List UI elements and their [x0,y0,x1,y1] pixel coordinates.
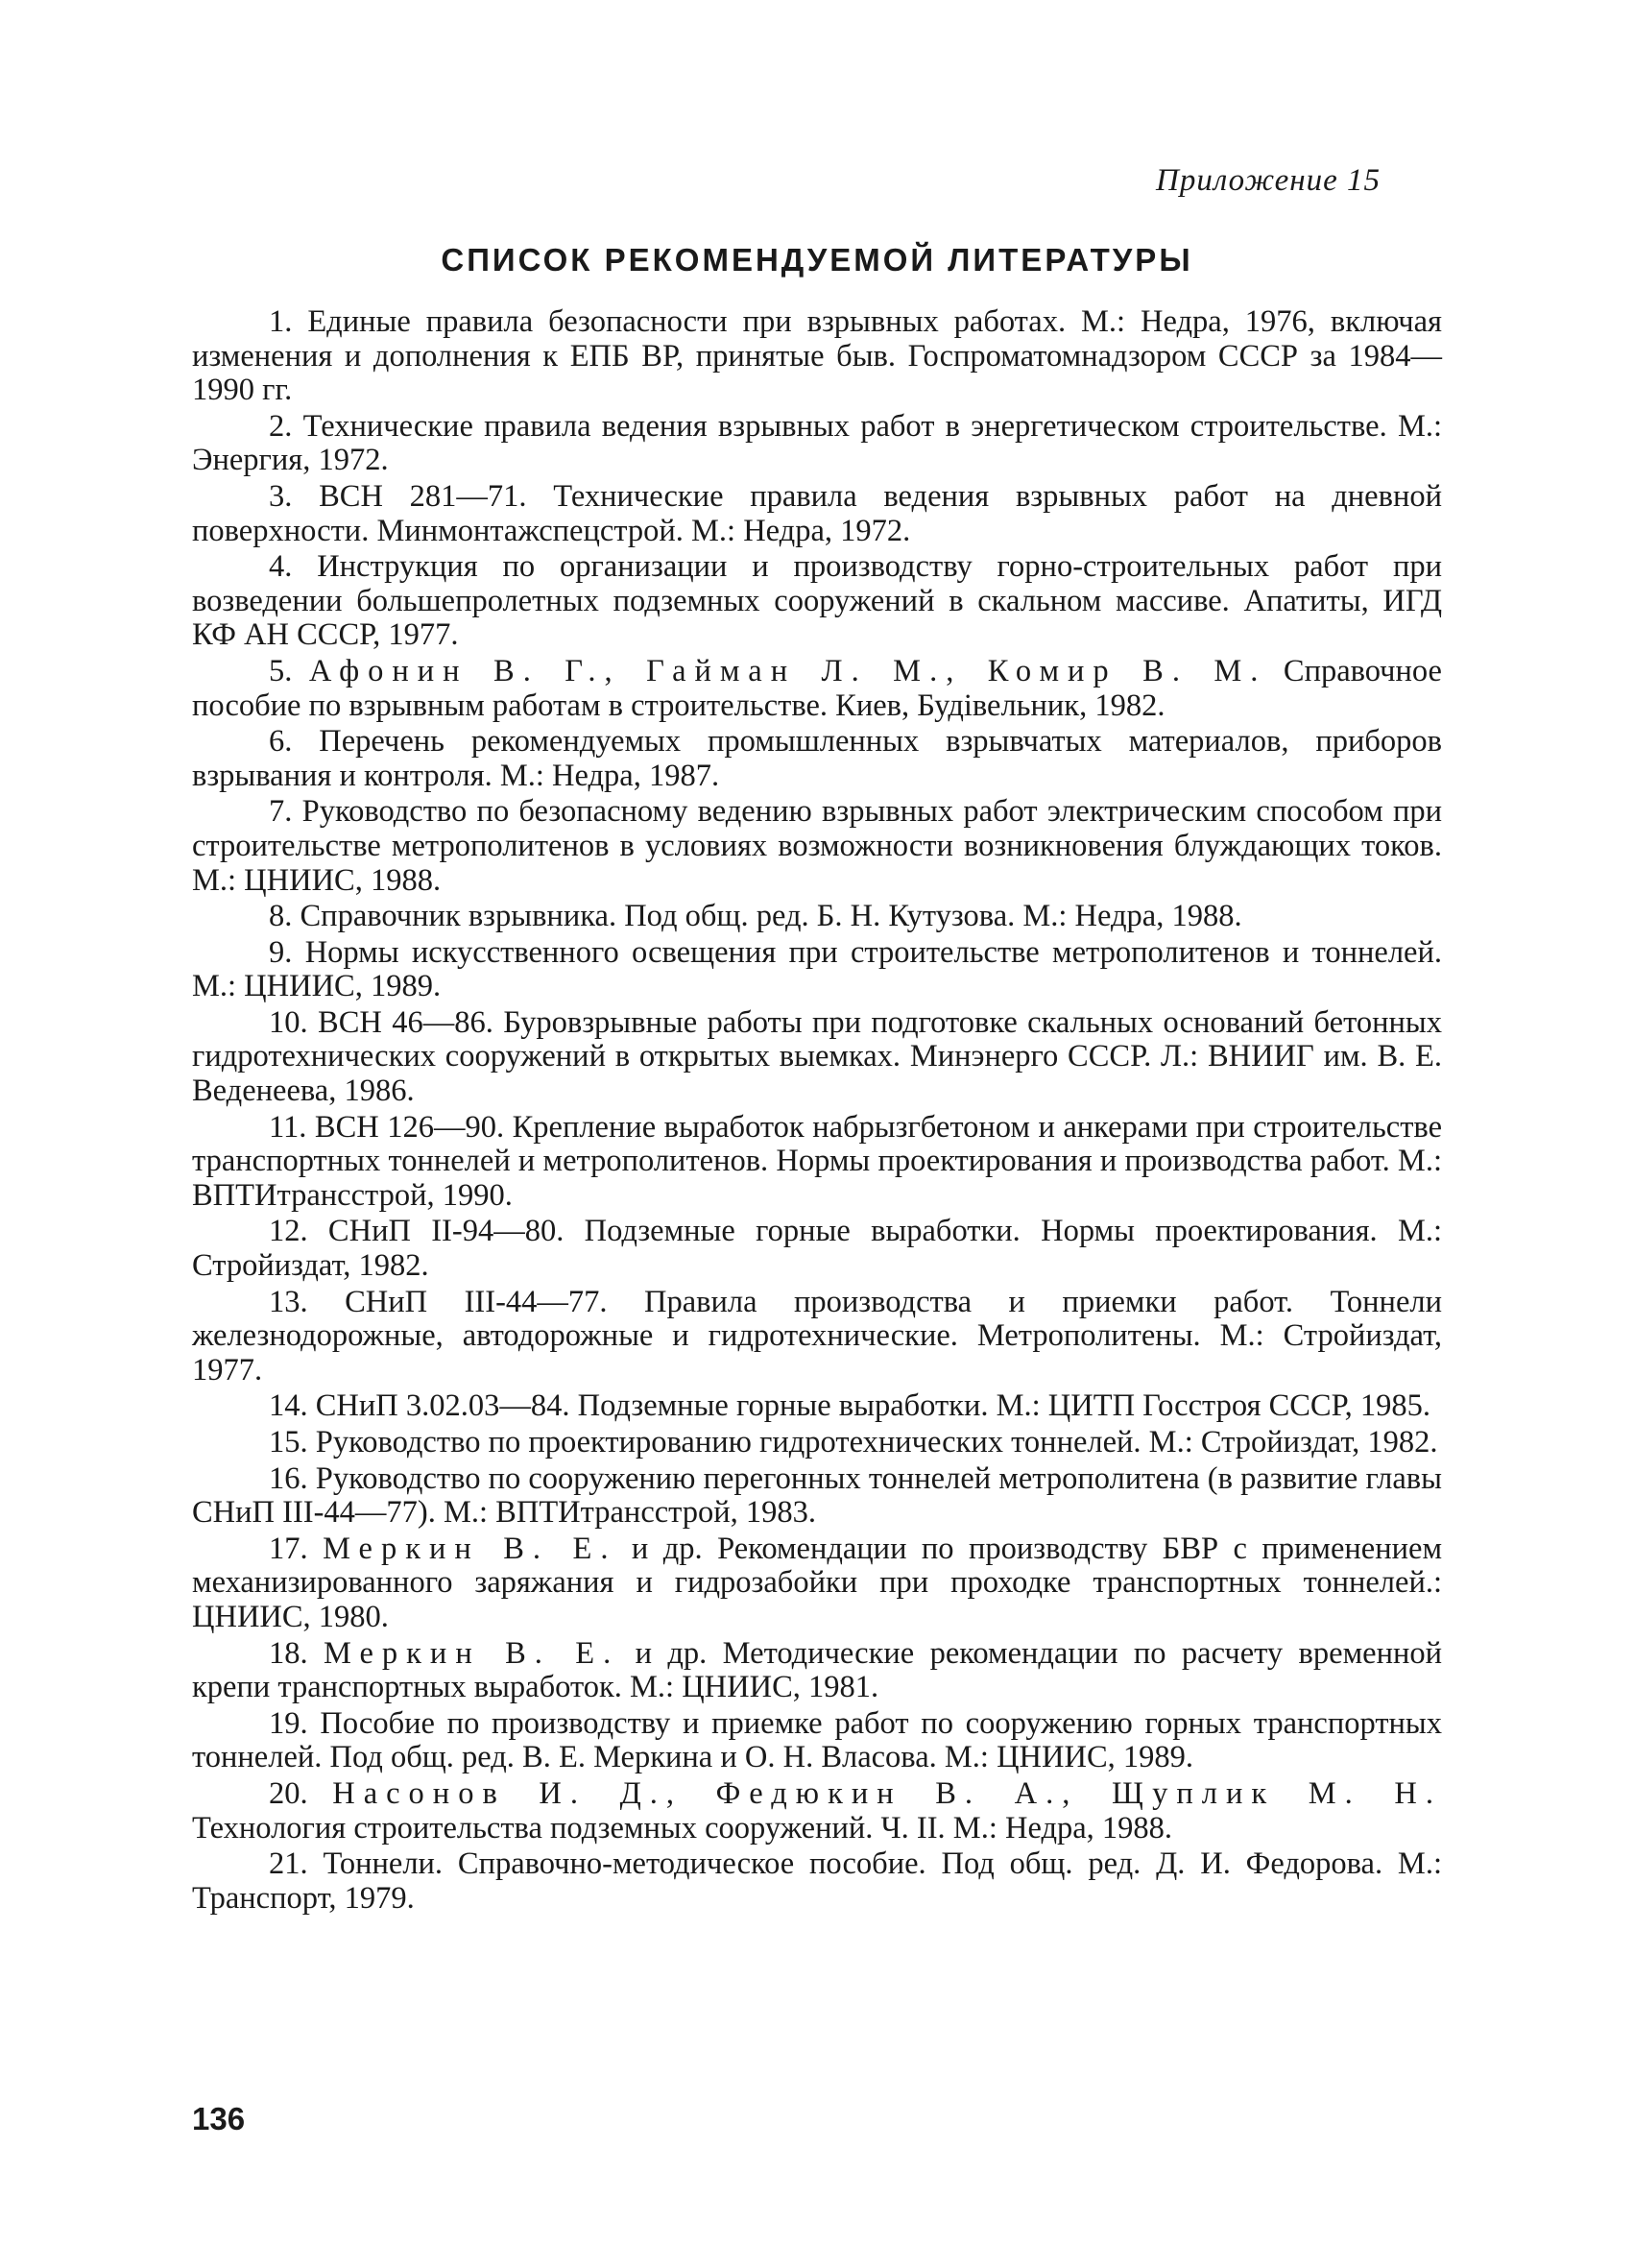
reference-item: 13. СНиП III-44—77. Правила производства и приемки работ. Тоннели железнодорожные, автодорожные и гидротехнические. Метрополитены. М.: Стройиздат, 1977. [192,1284,1442,1387]
reference-item: 2. Технические правила ведения взрывных работ в энергетическом строительстве. М.: Энергия, 1972. [192,408,1442,478]
reference-list [192,305,1442,1918]
reference-item: 16. Руководство по сооружению перегонных тоннелей метрополитена (в развитие главы СНиП III-44—77). М.: ВПТИтрансстрой, 1983. [192,1460,1442,1531]
reference-item: 6. Перечень рекомендуемых промышленных взрывчатых материалов, приборов взрывания и контроля. М.: Недра, 1987. [192,724,1442,793]
reference-item: 19. Пособие по производству и приемке работ по сооружению горных транспортных тоннелей. Под общ. ред. В. Е. Меркина и О. Н. Власова. М.: ЦНИИС, 1989. [192,1705,1442,1775]
reference-item: 15. Руководство по проектированию гидротехнических тоннелей. М.: Стройиздат, 1982. [269,1425,1438,1460]
reference-item: 11. ВСН 126—90. Крепление выработок набрызгбетоном и анкерами при строительстве транспортных тоннелей и метрополитенов. Нормы проектирования и производства работ. М.: ВПТИтрансстрой, 1990. [192,1109,1442,1213]
reference-item: 7. Руководство по безопасному ведению взрывных работ электрическим способом при строительстве метрополитенов в условиях возможности возникновения блуждающих токов. М.: ЦНИИС, 1988. [192,794,1442,898]
reference-item: 3. ВСН 281—71. Технические правила ведения взрывных работ на дневной поверхности. Минмонтажспецстрой. М.: Недра, 1972. [192,478,1442,548]
reference-item: 1. Единые правила безопасности при взрывных работах. М.: Недра, 1976, включая изменения и дополнения к ЕПБ ВР, принятые быв. Госпроматомнадзором СССР за 1984—1990 гг. [192,304,1442,408]
page-title: СПИСОК РЕКОМЕНДУЕМОЙ ЛИТЕРАТУРЫ [441,242,1193,277]
reference-item: 20. Насонов И. Д., Федюкин В. А., Щуплик М. Н. Технология строительства подземных сооружений. Ч. II. М.: Недра, 1988. [192,1775,1443,1846]
reference-item: 14. СНиП 3.02.03—84. Подземные горные выработки. М.: ЦИТП Госстроя СССР, 1985. [269,1388,1430,1424]
reference-item: 10. ВСН 46—86. Буровзрывные работы при подготовке скальных оснований бетонных гидротехнических сооружений в открытых выемках. Минэнерго СССР. Л.: ВНИИГ им. В. Е. Веденеева, 1986. [192,1004,1442,1109]
reference-item: 4. Инструкция по организации и производству горно-строительных работ при возведении большепролетных подземных сооружений в скальном массиве. Апатиты, ИГД КФ АН СССР, 1977. [192,549,1442,653]
reference-item: 8. Справочник взрывника. Под общ. ред. Б. Н. Кутузова. М.: Недра, 1988. [269,899,1242,934]
reference-item: 21. Тоннели. Справочно-методическое пособие. Под общ. ред. Д. И. Федорова. М.: Транспорт, 1979. [192,1846,1442,1916]
page-number: 136 [192,2101,246,2136]
reference-item: 12. СНиП II-94—80. Подземные горные выработки. Нормы проектирования. М.: Стройиздат, 1982. [192,1214,1442,1284]
reference-item: 18. Меркин В. Е. и др. Методические рекомендации по расчету временной крепи транспортных выработок. М.: ЦНИИС, 1981. [192,1635,1442,1705]
reference-item: 17. Меркин В. Е. и др. Рекомендации по производству БВР с применением механизированного заряжания и гидрозабойки при проходке транспортных тоннелей.: ЦНИИС, 1980. [192,1531,1443,1634]
appendix-label: Приложение 15 [1156,163,1381,198]
reference-item: 5. Афонин В. Г., Гайман Л. М., Комир В. М. Справочное пособие по взрывным работам в строительстве. Киев, Будiвельник, 1982. [192,653,1442,723]
reference-item: 9. Нормы искусственного освещения при строительстве метрополитенов и тоннелей. М.: ЦНИИС, 1989. [192,934,1442,1004]
